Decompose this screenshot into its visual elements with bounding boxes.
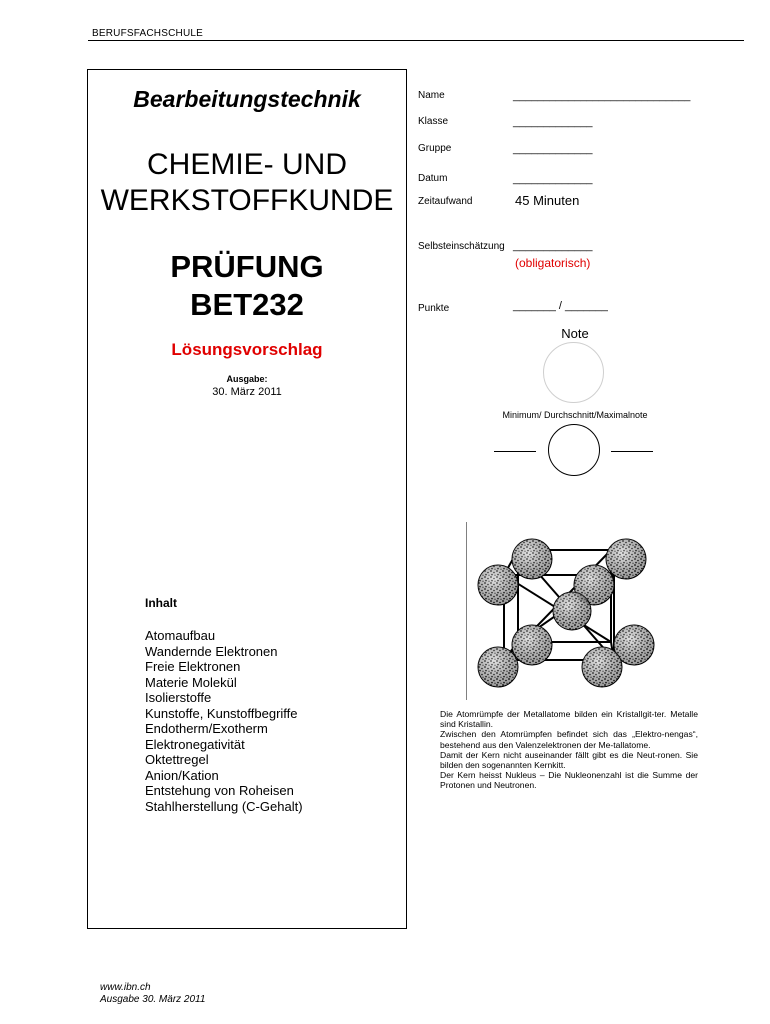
contents-item: Stahlherstellung (C-Gehalt) bbox=[145, 798, 303, 814]
grade-circle[interactable] bbox=[543, 342, 604, 403]
points-label: Punkte bbox=[418, 303, 450, 314]
self-assessment-note: (obligatorisch) bbox=[515, 256, 591, 270]
caption-paragraph: Die Atomrümpfe der Metallatome bilden ein Kristallgit-ter. Metalle sind Kristallin. bbox=[440, 709, 698, 730]
contents-item: Materie Molekül bbox=[145, 674, 237, 690]
stats-label: Minimum/ Durchschnitt/Maximalnote bbox=[502, 410, 648, 420]
footer-edition: Ausgabe 30. März 2011 bbox=[100, 994, 206, 1005]
class-label: Klasse bbox=[418, 116, 449, 127]
date-field[interactable]: _____________ bbox=[513, 173, 593, 185]
cover-title-line1: CHEMIE- UND bbox=[147, 148, 347, 181]
caption-paragraph: Zwischen den Atomrümpfen befindet sich das „Elektro-nengas“, bestehend aus den Valenzelektronen der Me-tallatome. bbox=[440, 729, 698, 750]
footer-website[interactable]: www.ibn.ch bbox=[100, 982, 151, 993]
self-assessment-label: Selbsteinschätzung bbox=[418, 241, 505, 252]
contents-item: Endotherm/Exotherm bbox=[145, 721, 268, 736]
contents-title: Inhalt bbox=[145, 596, 177, 610]
cover-edition-label: Ausgabe: bbox=[226, 374, 268, 384]
contents-list bbox=[145, 628, 303, 814]
header-school: BERUFSFACHSCHULE bbox=[92, 28, 203, 39]
name-label: Name bbox=[418, 90, 445, 101]
name-field[interactable]: _____________________________ bbox=[513, 90, 691, 102]
cover-title-line2: WERKSTOFFKUNDE bbox=[100, 184, 394, 217]
crystal-lattice-figure bbox=[466, 522, 688, 700]
figure-caption bbox=[440, 709, 698, 791]
maximum-grade-line[interactable] bbox=[611, 451, 653, 452]
contents-item: Oktettregel bbox=[145, 752, 209, 767]
caption-paragraph: Damit der Kern nicht auseinander fällt gibt es die Neut-ronen. Sie bilden den sogenannten Kernkitt. bbox=[440, 749, 698, 771]
self-assessment-field[interactable]: _____________ bbox=[513, 240, 593, 252]
group-field[interactable]: _____________ bbox=[513, 143, 593, 155]
cover-exam-line1: PRÜFUNG bbox=[170, 249, 324, 284]
contents-item: Atomaufbau bbox=[145, 628, 216, 643]
date-label: Datum bbox=[418, 173, 448, 184]
grade-label: Note bbox=[561, 326, 589, 341]
time-value: 45 Minuten bbox=[515, 193, 580, 208]
time-label: Zeitaufwand bbox=[418, 196, 473, 207]
contents-item: Elektronegativität bbox=[145, 736, 245, 752]
minimum-grade-line[interactable] bbox=[494, 451, 536, 452]
cover-solution: Lösungsvorschlag bbox=[171, 340, 323, 359]
contents-item: Entstehung von Roheisen bbox=[145, 783, 294, 798]
class-field[interactable]: _____________ bbox=[513, 116, 593, 128]
cover-subject: Bearbeitungstechnik bbox=[133, 86, 361, 112]
header-rule bbox=[88, 40, 744, 41]
contents-item: Isolierstoffe bbox=[145, 690, 212, 705]
group-label: Gruppe bbox=[418, 143, 452, 154]
caption-paragraph: Der Kern heisst Nukleus – Die Nukleonenzahl ist die Summe der Protonen und Neutronen. bbox=[440, 770, 698, 791]
average-grade-circle[interactable] bbox=[548, 424, 600, 476]
cover-edition-date: 30. März 2011 bbox=[212, 386, 282, 398]
contents-item: Wandernde Elektronen bbox=[145, 643, 278, 659]
cover-title bbox=[87, 147, 407, 219]
cover-exam-line2: BET232 bbox=[190, 287, 304, 322]
cover-exam bbox=[87, 248, 407, 324]
contents-item: Kunstoffe, Kunstoffbegriffe bbox=[145, 705, 298, 721]
contents-item: Freie Elektronen bbox=[145, 659, 241, 674]
contents-item: Anion/Kation bbox=[145, 767, 219, 783]
points-field[interactable]: _______ / _______ bbox=[513, 300, 608, 312]
